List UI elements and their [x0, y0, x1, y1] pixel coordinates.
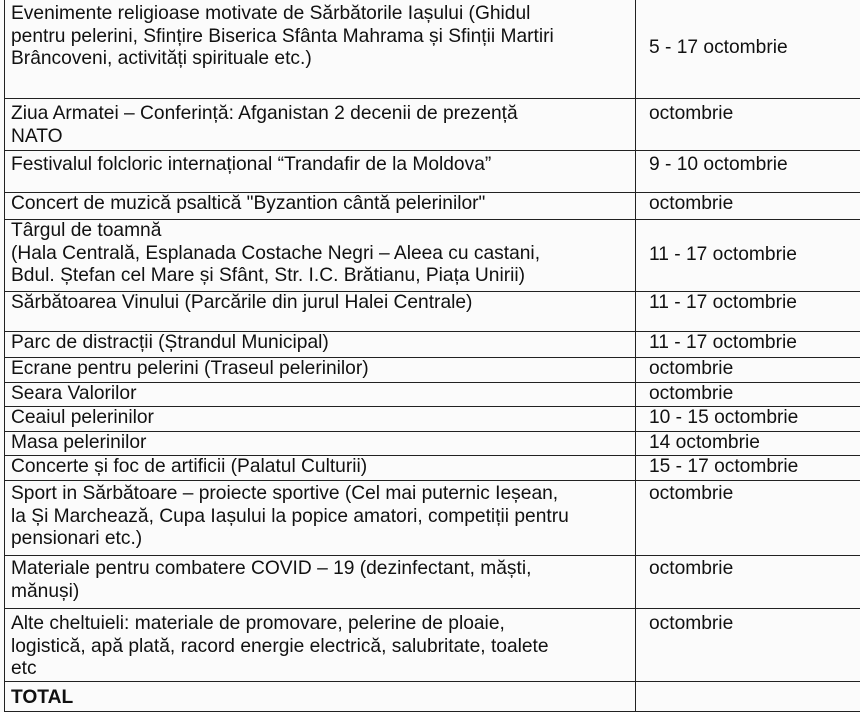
date-cell: octombrie	[636, 609, 860, 682]
table-row	[5, 609, 860, 682]
table-row	[5, 292, 860, 332]
event-cell: Concert de muzică psaltică "Byzantion cântă pelerinilor"	[5, 193, 636, 220]
total-value	[636, 682, 860, 712]
event-cell: Evenimente religioase motivate de Sărbătorile Iașului (Ghidul pentru pelerini, Sfințire Biserica Sfânta Mahrama și Sfinții Martiri Brâncoveni, activități spirituale etc.)	[5, 0, 636, 99]
table-row	[5, 151, 860, 193]
total-label: TOTAL	[5, 682, 636, 712]
event-cell: Materiale pentru combatere COVID – 19 (dezinfectant, măști, mănuși)	[5, 556, 636, 609]
date-cell: 11 - 17 octombrie	[636, 332, 860, 358]
event-cell: Festivalul folcloric internațional “Trandafir de la Moldova”	[5, 151, 636, 193]
event-cell: Seara Valorilor	[5, 383, 636, 407]
table-row	[5, 682, 860, 712]
table-row	[5, 556, 860, 609]
table-row	[5, 220, 860, 292]
date-cell: octombrie	[636, 358, 860, 383]
event-cell: Sport in Sărbătoare – proiecte sportive (Cel mai puternic Ieșean, la Și Marchează, Cupa Iașului la popice amatori, competiții pentru pensionari etc.)	[5, 481, 636, 556]
table-row	[5, 432, 860, 456]
table-row	[5, 99, 860, 151]
date-cell: 11 - 17 octombrie	[636, 292, 860, 332]
table-row	[5, 0, 860, 99]
event-cell: Târgul de toamnă (Hala Centrală, Esplanada Costache Negri – Aleea cu castani, Bdul. Ștefan cel Mare și Sfânt, Str. I.C. Brătianu, Piața Unirii)	[5, 220, 636, 292]
event-cell: Parc de distracții (Ștrandul Municipal)	[5, 332, 636, 358]
table-row	[5, 456, 860, 481]
date-cell: 11 - 17 octombrie	[636, 220, 860, 292]
table-row	[5, 481, 860, 556]
event-cell: Masa pelerinilor	[5, 432, 636, 456]
date-cell: 9 - 10 octombrie	[636, 151, 860, 193]
events-table	[4, 0, 860, 712]
date-cell: octombrie	[636, 556, 860, 609]
event-cell: Ziua Armatei – Conferință: Afganistan 2 decenii de prezență NATO	[5, 99, 636, 151]
date-cell: 15 - 17 octombrie	[636, 456, 860, 481]
table-row	[5, 358, 860, 383]
date-cell: 10 - 15 octombrie	[636, 407, 860, 432]
date-cell: 14 octombrie	[636, 432, 860, 456]
event-cell: Sărbătoarea Vinului (Parcările din jurul Halei Centrale)	[5, 292, 636, 332]
table-row	[5, 332, 860, 358]
date-cell: 5 - 17 octombrie	[636, 0, 860, 99]
event-cell: Concerte și foc de artificii (Palatul Culturii)	[5, 456, 636, 481]
table-row	[5, 407, 860, 432]
table-row	[5, 193, 860, 220]
date-cell: octombrie	[636, 193, 860, 220]
date-cell: octombrie	[636, 383, 860, 407]
table-row	[5, 383, 860, 407]
event-cell: Ecrane pentru pelerini (Traseul pelerinilor)	[5, 358, 636, 383]
date-cell: octombrie	[636, 99, 860, 151]
event-cell: Alte cheltuieli: materiale de promovare, pelerine de ploaie, logistică, apă plată, racord energie electrică, salubritate, toalete etc	[5, 609, 636, 682]
event-cell: Ceaiul pelerinilor	[5, 407, 636, 432]
date-cell: octombrie	[636, 481, 860, 556]
